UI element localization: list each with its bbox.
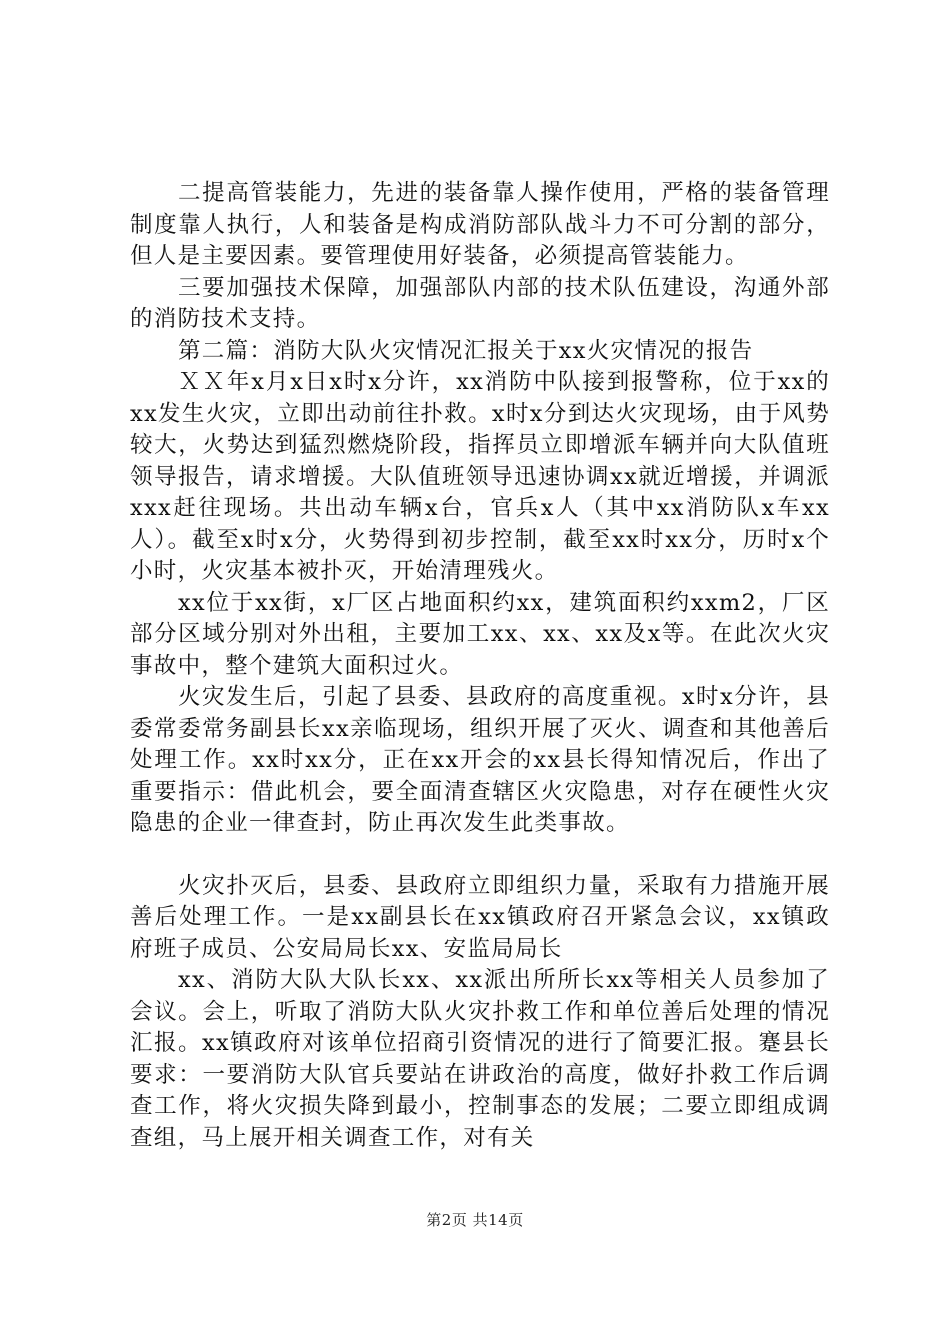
section-heading: 第二篇：消防大队火灾情况汇报关于xx火灾情况的报告 [178,337,754,364]
paragraph: xx、消防大队大队长xx、xx派出所所长xx等相关人员参加了会议。会上，听取了消防大队火灾扑救工作和单位善后处理的情况汇报。xx镇政府对该单位招商引资情况的进行了简要汇报。蹇县长要求：一要消防大队官兵要站在讲政治的高度，做好扑救工作后调查工作，将火灾损失降到最小，控制事态的发展；二要立即组成调查组，马上展开相关调查工作，对有关 [130,967,830,1151]
page-footer: 第2页 共14页 [426,1211,524,1229]
paragraph: ＸＸ年x月x日x时x分许，xx消防中队接到报警称，位于xx的xx发生火灾，立即出动前往扑救。x时x分到达火灾现场，由于风势较大，火势达到猛烈燃烧阶段，指挥员立即增派车辆并向大队值班领导报告，请求增援。大队值班领导迅速协调xx就近增援，并调派xxx赶往现场。共出动车辆x台，官兵x人（其中xx消防队x车xx人）。截至x时x分，火势得到初步控制，截至xx时xx分，历时x个小时，火灾基本被扑灭，开始清理残火。 [130,369,830,584]
paragraph: 火灾发生后，引起了县委、县政府的高度重视。x时x分许，县委常委常务副县长xx亲临现场，组织开展了灭火、调查和其他善后处理工作。xx时xx分，正在xx开会的xx县长得知情况后，作出了重要指示：借此机会，要全面清查辖区火灾隐患，对存在硬性火灾隐患的企业一律查封，防止再次发生此类事故。 [130,684,830,836]
paragraph: 二提高管装能力，先进的装备靠人操作使用，严格的装备管理制度靠人执行，人和装备是构成消防部队战斗力不可分割的部分，但人是主要因素。要管理使用好装备，必须提高管装能力。 [130,180,830,269]
paragraph: 三要加强技术保障，加强部队内部的技术队伍建设，沟通外部的消防技术支持。 [130,274,830,332]
document-body [130,178,830,1154]
paragraph: xx位于xx街，x厂区占地面积约xx，建筑面积约xxm2，厂区部分区域分别对外出租，主要加工xx、xx、xx及x等。在此次火灾事故中，整个建筑大面积过火。 [130,589,830,679]
paragraph: 火灾扑灭后，县委、县政府立即组织力量，采取有力措施开展善后处理工作。一是xx副县长在xx镇政府召开紧急会议，xx镇政府班子成员、公安局局长xx、安监局局长 [130,872,830,962]
